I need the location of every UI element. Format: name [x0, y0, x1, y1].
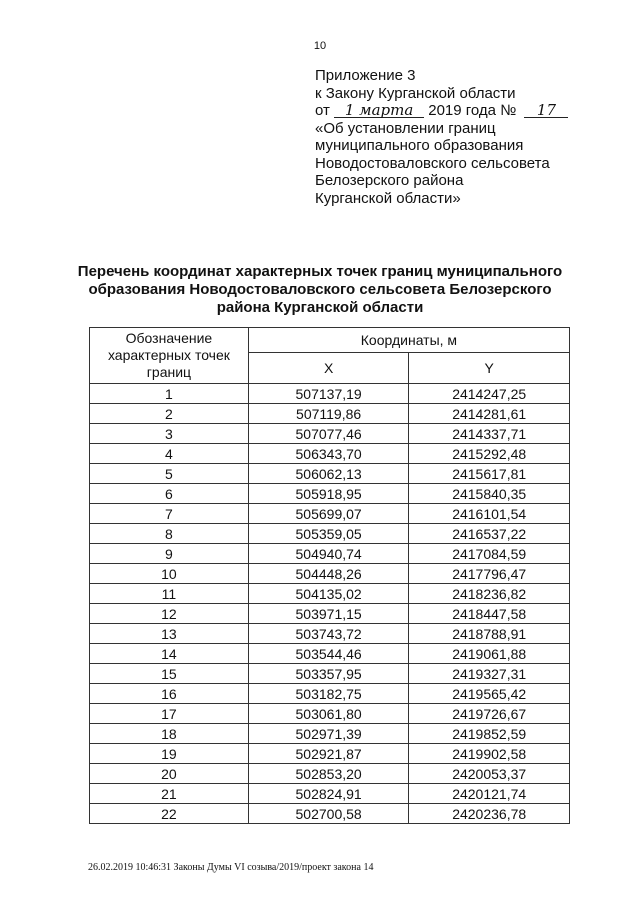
- point-number-cell: 8: [90, 524, 249, 544]
- table-row: [90, 604, 570, 624]
- y-coordinate-cell: 2417796,47: [409, 564, 570, 584]
- y-coordinate-cell: 2415840,35: [409, 484, 570, 504]
- appendix-line-8: Курганской области»: [315, 189, 461, 207]
- x-coordinate-cell: 503971,15: [248, 604, 409, 624]
- point-number-cell: 17: [90, 704, 249, 724]
- y-coordinate-cell: 2420121,74: [409, 784, 570, 804]
- y-coordinate-cell: 2414337,71: [409, 424, 570, 444]
- x-coordinate-cell: 503743,72: [248, 624, 409, 644]
- appendix-year-number-label: 2019 года №: [428, 102, 517, 119]
- page-number: 10: [313, 40, 327, 52]
- point-number-cell: 7: [90, 504, 249, 524]
- point-number-cell: 4: [90, 444, 249, 464]
- point-number-cell: 19: [90, 744, 249, 764]
- point-number-cell: 6: [90, 484, 249, 504]
- table-row: [90, 584, 570, 604]
- x-coordinate-cell: 507077,46: [248, 424, 409, 444]
- table-row: [90, 744, 570, 764]
- x-coordinate-cell: 502853,20: [248, 764, 409, 784]
- y-coordinate-cell: 2414281,61: [409, 404, 570, 424]
- y-coordinate-cell: 2420053,37: [409, 764, 570, 784]
- x-coordinate-cell: 502700,58: [248, 804, 409, 824]
- header-point-designation: Обозначение характерных точек границ: [90, 328, 249, 384]
- y-coordinate-cell: 2418788,91: [409, 624, 570, 644]
- appendix-line-3: [315, 102, 615, 120]
- table-row: [90, 484, 570, 504]
- y-coordinate-cell: 2416537,22: [409, 524, 570, 544]
- point-number-cell: 3: [90, 424, 249, 444]
- point-number-cell: 15: [90, 664, 249, 684]
- x-coordinate-cell: 503357,95: [248, 664, 409, 684]
- y-coordinate-cell: 2419565,42: [409, 684, 570, 704]
- point-number-cell: 9: [90, 544, 249, 564]
- document-title-line-1: Перечень координат характерных точек границ муниципального: [77, 263, 563, 280]
- header-x: X: [248, 352, 409, 383]
- table-row: [90, 684, 570, 704]
- point-number-cell: 14: [90, 644, 249, 664]
- x-coordinate-cell: 504135,02: [248, 584, 409, 604]
- table-row: [90, 804, 570, 824]
- footer-file-path: 26.02.2019 10:46:31 Законы Думы VI созыва/2019/проект закона 14: [88, 862, 374, 873]
- table-row: [90, 524, 570, 544]
- y-coordinate-cell: 2419852,59: [409, 724, 570, 744]
- y-coordinate-cell: 2419902,58: [409, 744, 570, 764]
- appendix-header: [315, 67, 615, 207]
- document-title-line-2: образования Новодостоваловского сельсовета Белозерского: [88, 281, 552, 298]
- y-coordinate-cell: 2415617,81: [409, 464, 570, 484]
- handwritten-date: 1 марта: [334, 103, 424, 118]
- table-row: [90, 564, 570, 584]
- y-coordinate-cell: 2419726,67: [409, 704, 570, 724]
- appendix-line-5: муниципального образования: [315, 137, 524, 154]
- handwritten-law-number: 17: [524, 103, 568, 118]
- table-row: [90, 444, 570, 464]
- x-coordinate-cell: 502971,39: [248, 724, 409, 744]
- table-row: [90, 664, 570, 684]
- table-row: [90, 504, 570, 524]
- y-coordinate-cell: 2418236,82: [409, 584, 570, 604]
- point-number-cell: 5: [90, 464, 249, 484]
- table-row: [90, 424, 570, 444]
- appendix-line-6: Новодостоваловского сельсовета: [315, 154, 550, 172]
- y-coordinate-cell: 2417084,59: [409, 544, 570, 564]
- y-coordinate-cell: 2418447,58: [409, 604, 570, 624]
- coordinates-table: [89, 327, 570, 824]
- table-row: [90, 724, 570, 744]
- table-row: [90, 544, 570, 564]
- x-coordinate-cell: 505918,95: [248, 484, 409, 504]
- x-coordinate-cell: 502824,91: [248, 784, 409, 804]
- x-coordinate-cell: 504940,74: [248, 544, 409, 564]
- appendix-date-prefix: от: [315, 102, 330, 119]
- point-number-cell: 1: [90, 384, 249, 404]
- x-coordinate-cell: 505699,07: [248, 504, 409, 524]
- point-number-cell: 10: [90, 564, 249, 584]
- y-coordinate-cell: 2414247,25: [409, 384, 570, 404]
- appendix-line-4: «Об установлении границ: [315, 119, 496, 137]
- table-row: [90, 624, 570, 644]
- table-row: [90, 764, 570, 784]
- x-coordinate-cell: 504448,26: [248, 564, 409, 584]
- header-coordinates: Координаты, м: [248, 328, 569, 353]
- x-coordinate-cell: 503544,46: [248, 644, 409, 664]
- x-coordinate-cell: 505359,05: [248, 524, 409, 544]
- table-row: [90, 464, 570, 484]
- point-number-cell: 22: [90, 804, 249, 824]
- coordinates-table-body: [90, 384, 570, 824]
- table-row: [90, 704, 570, 724]
- point-number-cell: 20: [90, 764, 249, 784]
- document-title-line-3: района Курганской области: [216, 299, 424, 316]
- appendix-line-1: Приложение 3: [315, 67, 416, 84]
- x-coordinate-cell: 507137,19: [248, 384, 409, 404]
- point-number-cell: 18: [90, 724, 249, 744]
- y-coordinate-cell: 2416101,54: [409, 504, 570, 524]
- point-number-cell: 2: [90, 404, 249, 424]
- x-coordinate-cell: 507119,86: [248, 404, 409, 424]
- table-row: [90, 384, 570, 404]
- y-coordinate-cell: 2415292,48: [409, 444, 570, 464]
- x-coordinate-cell: 502921,87: [248, 744, 409, 764]
- table-row: [90, 644, 570, 664]
- x-coordinate-cell: 506062,13: [248, 464, 409, 484]
- point-number-cell: 12: [90, 604, 249, 624]
- header-y: Y: [409, 352, 570, 383]
- document-title: [60, 263, 580, 317]
- y-coordinate-cell: 2419061,88: [409, 644, 570, 664]
- table-row: [90, 404, 570, 424]
- point-number-cell: 13: [90, 624, 249, 644]
- x-coordinate-cell: 503182,75: [248, 684, 409, 704]
- appendix-line-2: к Закону Курганской области: [315, 84, 516, 102]
- x-coordinate-cell: 503061,80: [248, 704, 409, 724]
- y-coordinate-cell: 2419327,31: [409, 664, 570, 684]
- point-number-cell: 11: [90, 584, 249, 604]
- point-number-cell: 16: [90, 684, 249, 704]
- table-row: [90, 784, 570, 804]
- appendix-line-7: Белозерского района: [315, 172, 464, 189]
- x-coordinate-cell: 506343,70: [248, 444, 409, 464]
- y-coordinate-cell: 2420236,78: [409, 804, 570, 824]
- point-number-cell: 21: [90, 784, 249, 804]
